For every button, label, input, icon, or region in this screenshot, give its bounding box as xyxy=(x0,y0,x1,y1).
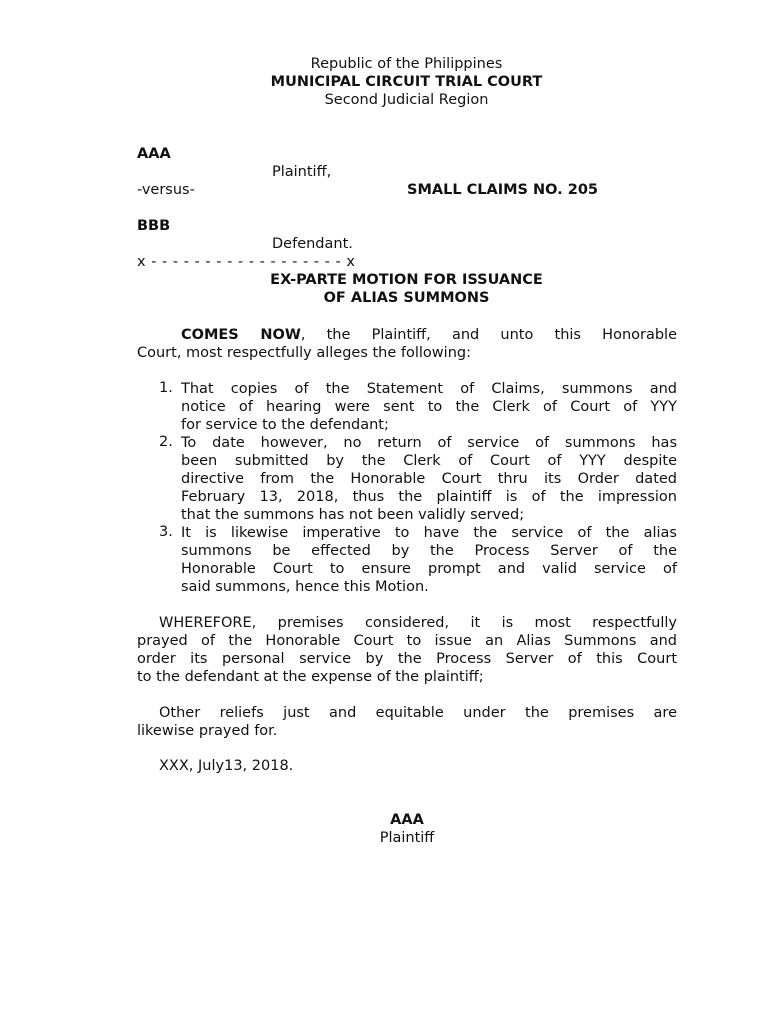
caption-separator: x - - - - - - - - - - - - - - - - - - x xyxy=(137,254,356,270)
motion-title-line2: OF ALIAS SUMMONS xyxy=(323,290,490,306)
defendant-role: Defendant. xyxy=(272,236,353,252)
list-item-3 xyxy=(181,524,677,596)
list-item-1 xyxy=(181,380,677,434)
item-3-line: summons be effected by the Process Server of the xyxy=(181,543,677,559)
item-1-line: notice of hearing were sent to the Clerk of Court of YYY xyxy=(181,399,677,415)
item-3-line: said summons, hence this Motion. xyxy=(181,579,429,595)
wherefore-line: WHEREFORE, premises considered, it is most respectfully xyxy=(159,615,677,631)
other-reliefs-paragraph xyxy=(137,704,677,740)
intro-lead: COMES NOW xyxy=(181,327,301,343)
list-item-2 xyxy=(181,434,677,524)
header-region: Second Judicial Region xyxy=(324,92,489,108)
wherefore-line: prayed of the Honorable Court to issue an Alias Summons and xyxy=(137,633,677,649)
item-2-line: directive from the Honorable Court thru its Order dated xyxy=(181,471,677,487)
other-reliefs-line: Other reliefs just and equitable under the premises are xyxy=(159,705,677,721)
versus-label: -versus- xyxy=(137,182,195,198)
item-2-line: To date however, no return of service of summons has xyxy=(181,435,677,451)
intro-line1-rest: , the Plaintiff, and unto this Honorable xyxy=(300,327,678,343)
item-number-1: 1. xyxy=(159,380,173,396)
wherefore-line: to the defendant at the expense of the plaintiff; xyxy=(137,669,484,685)
item-2-line: been submitted by the Clerk of Court of YYY despite xyxy=(181,453,677,469)
item-1-line: That copies of the Statement of Claims, summons and xyxy=(181,381,677,397)
case-number: SMALL CLAIMS NO. 205 xyxy=(407,182,599,198)
intro-line2: Court, most respectfully alleges the following: xyxy=(137,345,471,361)
wherefore-paragraph xyxy=(137,614,677,686)
item-2-line: February 13, 2018, thus the plaintiff is of the impression xyxy=(181,489,677,505)
wherefore-line: order its personal service by the Process Server of this Court xyxy=(137,651,677,667)
defendant-name: BBB xyxy=(137,218,171,234)
signature-role: Plaintiff xyxy=(379,830,435,846)
signature-name: AAA xyxy=(390,812,424,828)
date-line: XXX, July13, 2018. xyxy=(159,758,294,774)
header-court: MUNICIPAL CIRCUIT TRIAL COURT xyxy=(270,74,543,90)
plaintiff-role: Plaintiff, xyxy=(272,164,332,180)
item-3-line: It is likewise imperative to have the service of the alias xyxy=(181,525,677,541)
plaintiff-name: AAA xyxy=(137,146,171,162)
intro-line1 xyxy=(137,326,677,344)
motion-title-line1: EX-PARTE MOTION FOR ISSUANCE xyxy=(270,272,543,288)
header-republic: Republic of the Philippines xyxy=(310,56,503,72)
other-reliefs-line: likewise prayed for. xyxy=(137,723,278,739)
item-2-line: that the summons has not been validly served; xyxy=(181,507,525,523)
item-3-line: Honorable Court to ensure prompt and valid service of xyxy=(181,561,677,577)
intro-paragraph xyxy=(137,326,677,362)
item-number-3: 3. xyxy=(159,524,173,540)
item-number-2: 2. xyxy=(159,434,173,450)
item-1-line: for service to the defendant; xyxy=(181,417,389,433)
